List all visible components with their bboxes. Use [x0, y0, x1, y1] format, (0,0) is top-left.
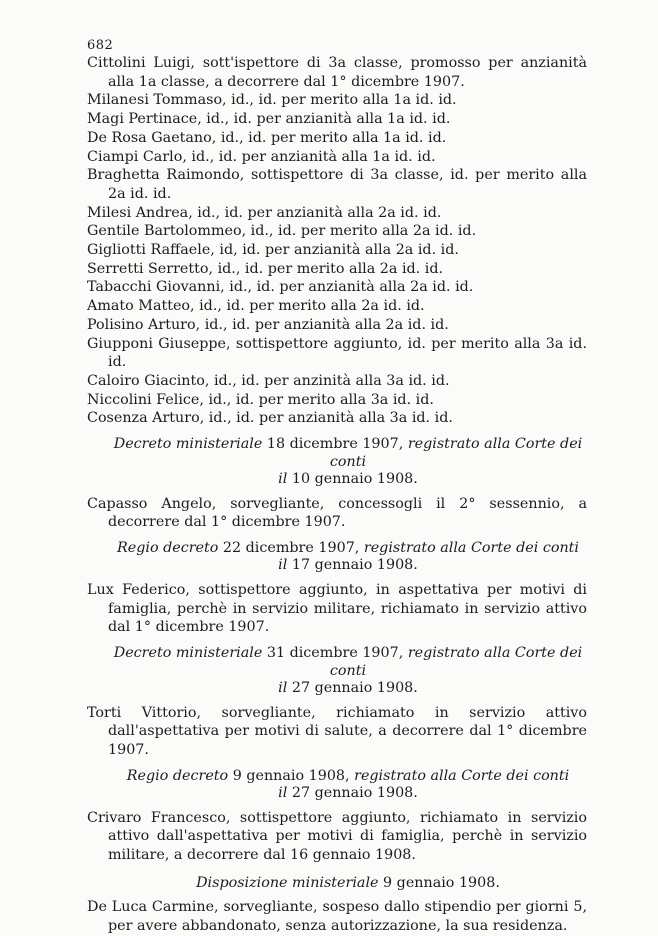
decree-heading-line1: [109, 436, 587, 471]
decree-text: Lux Federico, sottispettore aggiunto, in aspettativa per motivi di famiglia, perchè in servizio militare, richiamato in servizio attivo dal 1° dicembre 1907.: [87, 581, 587, 636]
decree-heading-part: Decreto ministeriale: [113, 436, 263, 453]
decree-heading-part: il: [278, 785, 288, 802]
decree-heading-part: registrato alla Corte dei conti: [329, 436, 583, 470]
decree-heading-part: il: [278, 471, 288, 488]
decree-heading-part: 22 dicembre 1907,: [222, 539, 360, 556]
decree-heading: [87, 645, 587, 698]
decree-heading-part: 27 gennaio 1908.: [291, 680, 418, 697]
disposition-type: Disposizione ministeriale: [196, 874, 379, 891]
decree-heading-part: registrato alla Corte dei conti: [329, 645, 583, 679]
decree-heading-line1: [109, 645, 587, 680]
decree-sections: [87, 436, 587, 865]
decree-heading-line2: [109, 785, 587, 803]
decree-heading-line2: [109, 680, 587, 698]
decree-heading-part: 17 gennaio 1908.: [291, 557, 418, 574]
decree-heading-part: Decreto ministeriale: [113, 645, 263, 662]
decree-heading-part: 18 dicembre 1907,: [266, 436, 404, 453]
list-entry: Polisino Arturo, id., id. per anzianità alla 2a id. id.: [87, 316, 449, 333]
decree-heading-part: 10 gennaio 1908.: [291, 471, 418, 488]
list-entry: Gigliotti Raffaele, id, id. per anzianità alla 2a id. id.: [87, 242, 459, 259]
decree-heading: [87, 436, 587, 489]
list-entry: Ciampi Carlo, id., id. per anzianità alla 1a id. id.: [87, 148, 436, 165]
list-entry: Serretti Serretto, id., id. per merito alla 2a id. id.: [87, 260, 444, 277]
decree-heading-part: il: [278, 557, 288, 574]
list-entry: Tabacchi Giovanni, id., id. per anzianità alla 2a id. id.: [87, 279, 474, 296]
decree-heading-line1: [109, 540, 587, 558]
decree-heading-part: 9 gennaio 1908,: [232, 767, 350, 784]
list-entry: Magi Pertinace, id., id. per anzianità alla 1a id. id.: [87, 111, 451, 128]
decree-text: Capasso Angelo, sorvegliante, concessogli il 2° sessennio, a decorrere dal 1° dicembre 1907.: [87, 495, 587, 531]
list-entry: De Rosa Gaetano, id., id. per merito alla 1a id. id.: [87, 129, 447, 146]
list-entry: Niccolini Felice, id., id. per merito alla 3a id. id.: [87, 391, 434, 408]
decree-heading: [87, 540, 587, 575]
list-entry: Amato Matteo, id., id. per merito alla 2a id. id.: [87, 298, 425, 315]
list-entry: Giupponi Giuseppe, sottispettore aggiunto, id. per merito alla 3a id. id.: [87, 335, 587, 371]
decree-heading-part: registrato alla Corte dei conti: [354, 767, 570, 784]
page-body: [87, 54, 587, 936]
disposition-heading: [87, 875, 587, 893]
decree-text: Crivaro Francesco, sottispettore aggiunto, richiamato in servizio attivo dall'aspettativa per motivi di famiglia, perchè in servizio militare, a decorrere dal 16 gennaio 1908.: [87, 809, 587, 864]
list-entry: Caloiro Giacinto, id., id. per anzinità alla 3a id. id.: [87, 372, 450, 389]
decree-heading-part: 27 gennaio 1908.: [291, 785, 418, 802]
decree-heading-part: il: [278, 680, 288, 697]
decree-heading-line2: [109, 557, 587, 575]
decree-heading-part: 31 dicembre 1907,: [266, 645, 404, 662]
disposition-date: 9 gennaio 1908.: [383, 874, 500, 891]
list-entry: Cittolini Luigi, sott'ispettore di 3a classe, promosso per anzianità alla 1a classe, a decorrere dal 1° dicembre 1907.: [87, 55, 587, 90]
decree-heading-part: Regio decreto: [117, 539, 219, 556]
decree-heading: [87, 768, 587, 803]
decree-heading-line2: [109, 471, 587, 489]
page-number: 682: [87, 38, 114, 53]
list-entry: Cosenza Arturo, id., id. per anzianità alla 3a id. id.: [87, 410, 453, 427]
list-entry: Milanesi Tommaso, id., id. per merito alla 1a id. id.: [87, 92, 457, 109]
list-entry: Braghetta Raimondo, sottispettore di 3a classe, id. per merito alla 2a id. id.: [87, 167, 587, 202]
list-entry: Milesi Andrea, id., id. per anzianità alla 2a id. id.: [87, 204, 442, 221]
disposition-text: De Luca Carmine, sorvegliante, sospeso dallo stipendio per giorni 5, per avere abbandonato, senza autorizzazione, la sua residenza.: [87, 899, 587, 934]
decree-heading-part: registrato alla Corte dei conti: [363, 539, 579, 556]
decree-text: Torti Vittorio, sorvegliante, richiamato in servizio attivo dall'aspettativa per motivi di salute, a decorrere dal 1° dicembre 1907.: [87, 704, 587, 758]
decree-heading-line1: [109, 768, 587, 786]
promotion-list: [87, 54, 587, 428]
list-entry: Gentile Bartolommeo, id., id. per merito alla 2a id. id.: [87, 223, 477, 240]
decree-heading-part: Regio decreto: [126, 767, 229, 784]
